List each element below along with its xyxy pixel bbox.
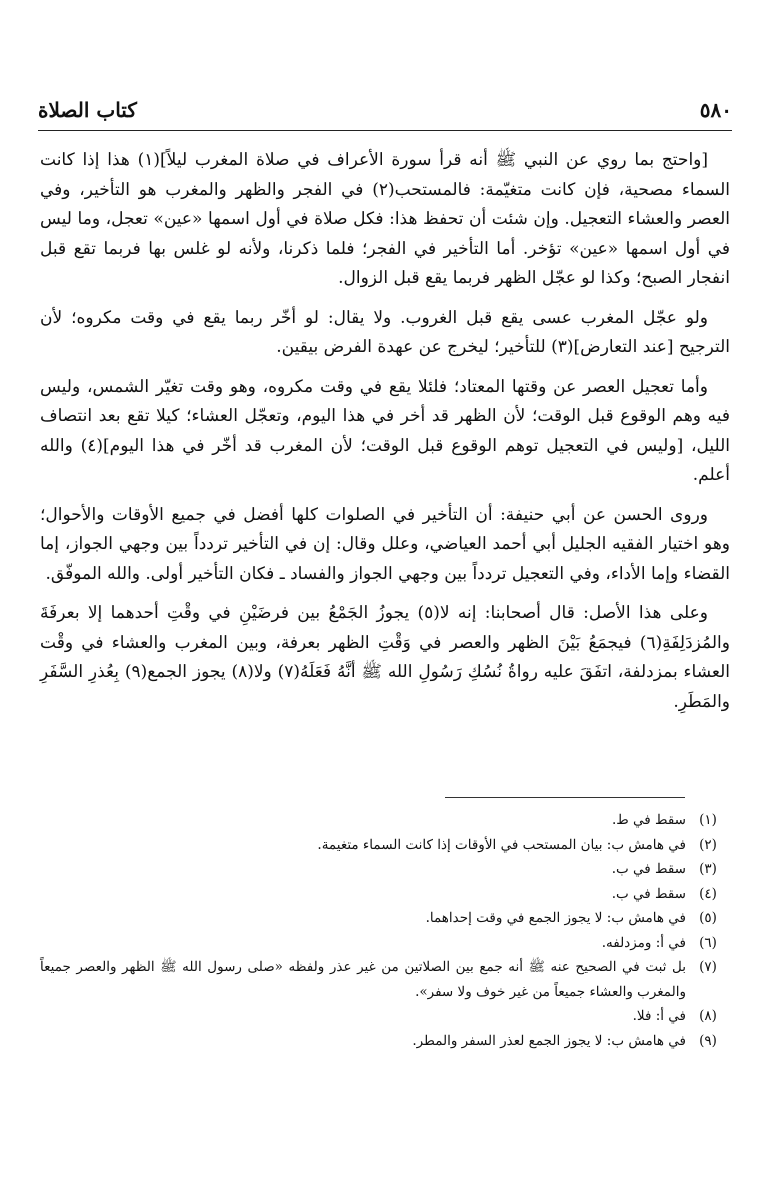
paragraph: [واحتج بما روي عن النبي ﷺ أنه قرأ سورة الأعراف في صلاة المغرب ليلاً](١) هذا إذا كانت السماء مصحية، فإن كانت متغيّمة: فالمستحب(٢) في الفجر والظهر والمغرب هو التأخير، وفي العصر والعشاء التعجيل. وإن شئت أن تحفظ هذا: فكل صلاة في أول اسمها «عين» تعجل، وما ليس في أول اسمها «عين» تؤخر. أما التأخير في الفجر؛ فلما ذكرنا، ولأنه لو غلس بها فربما تقع قبل انفجار الصبح؛ وكذا لو عجّل الظهر فربما يقع قبل الزوال. [40,150,730,288]
footnote-number: (٨) [699,1008,717,1024]
footnote [40,1004,730,1029]
footnote-text: سقط في ب. [611,861,686,877]
footnote-text: سقط في ط. [611,812,686,828]
footnote-number: (٢) [699,836,717,853]
paragraph: ولو عجّل المغرب عسى يقع قبل الغروب. ولا يقال: لو أخّر ربما يقع في وقت مكروه؛ لأن الترجيح [عند التعارض](٣) للتأخير؛ ليخرج عن عهدة الفرض بيقين. [40,307,730,357]
footnote-text: في أ: ومزدلفه. [601,934,686,951]
footnote-text: سقط في ب. [611,885,686,902]
footnote [40,906,730,931]
footnote [40,1029,730,1054]
paragraph: وعلى هذا الأصل: قال أصحابنا: إنه لا(٥) يجوزُ الجَمْعُ بين فرضَيْنِ في وقْتِ أحدهما إلا بعرفَةَ والمُزدَلِفَةِ(٦) فيجمَعُ بَيْنَ الظهر والعصر في وَقْتِ الظهر بعرفة، وبين المغرب والعشاء في وقْت العشاء بمزدلفة، اتفَقَ عليه رواةُ نُسُكِ رَسُولِ الله ﷺ أنَّهُ فَعَلَهُ(٧) ولا(٨) يجوز الجمع(٩) بِعُذرِ السَّفَرِ والمَطَرِ. [40,603,730,712]
footnote [40,857,730,882]
footnote-number: (٤) [699,885,717,902]
main-text [40,146,730,727]
paragraph: وأما تعجيل العصر عن وقتها المعتاد؛ فلئلا يقع في وقت مكروه، وهو وقت تغيّر الشمس، وليس فيه وهم الوقوع قبل الوقت؛ لأن الظهر قد أخر في هذا اليوم، وتعجّل العشاء؛ كيلا تقع بعد انتصاف الليل، [وليس في التعجيل توهم الوقوع قبل الوقت؛ لأن المغرب قد أخّر في هذا اليوم](٤) والله أعلم. [40,376,731,485]
footnote-number: (٣) [699,861,717,877]
header-divider [38,130,732,131]
footnote-text: في هامش ب: لا يجوز الجمع لعذر السفر والمطر. [412,1032,686,1049]
footnote-text: في هامش ب: بيان المستحب في الأوقات إذا كانت السماء متغيمة. [317,836,686,853]
footnote-divider [445,797,685,798]
footnote [40,808,730,833]
footnote-number: (٩) [699,1032,717,1049]
footnote [40,833,730,858]
page-header [38,92,732,128]
footnote [40,931,730,956]
footnote-text: في هامش ب: لا يجوز الجمع في وقت إحداهما. [425,910,686,926]
footnote-number: (٧) [699,959,717,975]
footnote-text: بل ثبت في الصحيح عنه ﷺ أنه جمع بين الصلاتين من غير عذر ولفظه «صلى رسول الله ﷺ الظهر والعصر جميعاً والمغرب والعشاء جميعاً من غير خوف ولا سفر». [40,959,686,1000]
footnote-number: (٥) [699,910,717,926]
running-title: كتاب الصلاة [38,98,137,122]
footnote-text: في أ: فلا. [632,1008,686,1024]
footnote [40,882,730,907]
paragraph: وروى الحسن عن أبي حنيفة: أن التأخير في الصلوات كلها أفضل في جميع الأوقات والأحوال؛ وهو اختيار الفقيه الجليل أبي أحمد العياضي، وعلل وقال: إن في التأخير تردداً بين وجهي الجواز، إما القضاء وإما الأداء، وفي التعجيل تردداً بين وجهي الجواز والفساد ـ فكان التأخير أولى. والله الموفّق. [40,504,730,584]
footnotes [40,808,730,1053]
footnote-number: (٦) [699,934,717,951]
page-number: ٥٨٠ [699,98,732,122]
footnote [40,955,730,1004]
footnote-number: (١) [699,812,717,828]
